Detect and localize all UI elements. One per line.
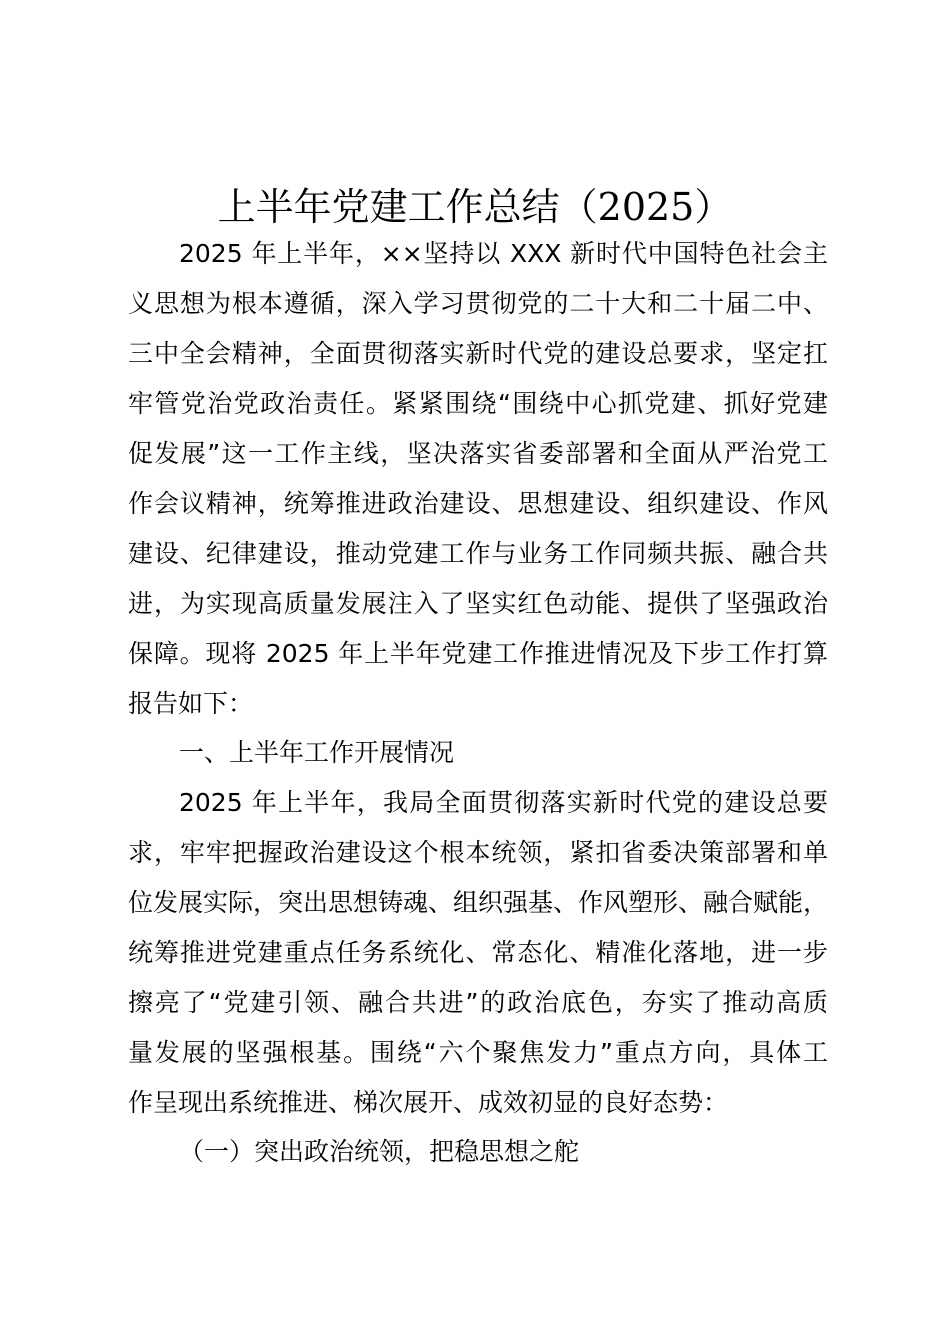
paragraph-line: 建设、纪律建设，推动党建工作与业务工作同频共振、融合共	[128, 539, 828, 568]
paragraph-line: 统筹推进党建重点任务系统化、常态化、精准化落地，进一步	[128, 938, 828, 967]
paragraph-line: 位发展实际，突出思想铸魂、组织强基、作风塑形、融合赋能，	[128, 888, 829, 917]
paragraph-line: 报告如下：	[128, 689, 254, 718]
paragraph-line: 作会议精神，统筹推进政治建设、思想建设、组织建设、作风	[128, 489, 828, 518]
paragraph-line: 义思想为根本遵循，深入学习贯彻党的二十大和二十届二中、	[128, 289, 828, 318]
document-title: 上半年党建工作总结（2025）	[217, 185, 733, 229]
paragraph-line: 进，为实现高质量发展注入了坚实红色动能、提供了坚强政治	[128, 589, 828, 618]
paragraph-line: 牢管党治党政治责任。紧紧围绕“围绕中心抓党建、抓好党建	[128, 389, 828, 418]
paragraph-line: 量发展的坚强根基。围绕“六个聚焦发力”重点方向，具体工	[128, 1038, 828, 1067]
paragraph-line: 求，牢牢把握政治建设这个根本统领，紧扣省委决策部署和单	[128, 838, 828, 867]
subsection-heading: （一）突出政治统领，把稳思想之舵	[179, 1137, 580, 1166]
paragraph-line: 擦亮了“党建引领、融合共进”的政治底色，夯实了推动高质	[128, 988, 828, 1017]
paragraph-line: 保障。现将 2025 年上半年党建工作推进情况及下步工作打算	[128, 639, 828, 668]
section-heading: 一、上半年工作开展情况	[179, 738, 455, 767]
paragraph-line: 三中全会精神，全面贯彻落实新时代党的建设总要求，坚定扛	[128, 339, 828, 368]
paragraph-line: 2025 年上半年，××坚持以 XXX 新时代中国特色社会主	[179, 239, 828, 268]
paragraph-line: 作呈现出系统推进、梯次展开、成效初显的良好态势：	[128, 1088, 729, 1117]
paragraph-line: 2025 年上半年，我局全面贯彻落实新时代党的建设总要	[179, 788, 828, 817]
paragraph-line: 促发展”这一工作主线，坚决落实省委部署和全面从严治党工	[128, 439, 828, 468]
